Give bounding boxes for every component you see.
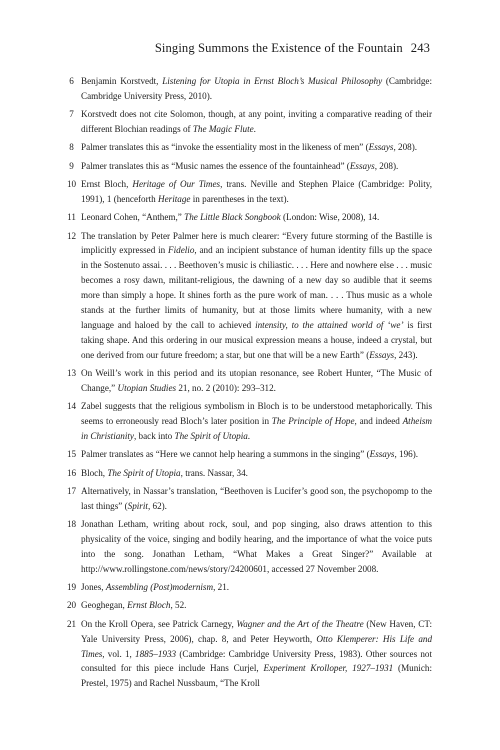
endnote-number: 20 xyxy=(66,600,77,611)
italic-title: Otto Klemperer: His Life and Times xyxy=(81,633,433,659)
endnote-number: 14 xyxy=(66,401,77,412)
endnote xyxy=(62,74,432,104)
text-run: (New Haven, CT: Yale University Press, 2006), chap. 8, and Peter Heyworth, xyxy=(81,618,432,644)
endnote-number: 21 xyxy=(66,618,77,629)
endnote xyxy=(62,484,432,514)
text-run: Palmer translates this as “invoke the essentiality most in the likeness of men” ( xyxy=(81,142,369,153)
endnote-number: 10 xyxy=(66,179,77,189)
text-run: , 196). xyxy=(394,449,419,460)
text-run: Geoghegan, xyxy=(81,600,128,611)
italic-title: Essays xyxy=(369,449,395,460)
text-run: Zabel suggests that the religious symbolism in Bloch is to be understood metaphorically. This seems to erroneously read Bloch’s later position in xyxy=(81,401,432,427)
endnote-text xyxy=(81,580,432,595)
endnote-number: 7 xyxy=(69,109,74,120)
endnote-text xyxy=(81,229,432,363)
text-run: , back into xyxy=(133,431,175,442)
text-run: Bloch, xyxy=(81,467,108,478)
running-head xyxy=(155,41,430,56)
italic-title: Essays xyxy=(368,142,394,153)
endnote xyxy=(62,517,432,577)
text-run: The translation by Peter Palmer here is much clearer: “Every future storming of the Bastille is implicitly expressed in xyxy=(81,230,432,256)
text-run: . xyxy=(253,124,256,135)
endnote xyxy=(62,177,432,207)
endnote-number: 13 xyxy=(66,368,77,379)
endnote-text xyxy=(81,159,432,174)
endnote-number: 11 xyxy=(67,212,76,223)
italic-title: The Spirit of Utopia xyxy=(107,467,181,478)
text-run: Palmer translates this as “Music names the essence of the fountainhead” ( xyxy=(81,160,350,171)
text-run: (London: Wise, 2008), 14. xyxy=(280,212,380,223)
italic-title: The Spirit of Utopia xyxy=(174,431,248,442)
italic-title: Ernst Bloch xyxy=(127,600,171,611)
italic-title: Listening for Utopia in Ernst Bloch’s Musical Philosophy xyxy=(162,76,383,86)
endnote-number: 19 xyxy=(66,582,77,593)
endnote xyxy=(62,229,432,363)
text-run: . xyxy=(247,431,251,442)
text-run: , 208). xyxy=(393,142,418,153)
text-run: Ernst Bloch, xyxy=(81,179,133,189)
endnote-number: 12 xyxy=(66,230,77,241)
endnote-text xyxy=(81,210,432,225)
endnote xyxy=(62,159,432,174)
endnote-text xyxy=(81,517,432,577)
page-number: 243 xyxy=(410,41,430,55)
text-run: , 21. xyxy=(213,582,230,593)
text-run: Alternatively, in Nassar’s translation, “Beethoven is Lucifer’s good son, the psychopomp to the last things” ( xyxy=(81,485,432,511)
italic-title: Fidelio xyxy=(168,245,195,256)
text-run: Leonard Cohen, “Anthem,” xyxy=(81,212,185,223)
endnote-number: 8 xyxy=(69,142,74,153)
text-run: , trans. Nassar, 34. xyxy=(180,467,248,478)
italic-title: Wagner and the Art of the Theatre xyxy=(236,618,364,629)
endnote xyxy=(62,617,432,692)
endnote-text xyxy=(81,107,432,137)
endnote-number: 15 xyxy=(66,449,77,460)
endnotes-list xyxy=(62,74,432,695)
endnote xyxy=(62,366,432,396)
endnote-text xyxy=(81,140,432,155)
running-head-title: Singing Summons the Existence of the Fountain xyxy=(154,41,403,55)
italic-title: Atheism in Christianity xyxy=(81,416,432,442)
italic-title: The Magic Flute xyxy=(192,124,254,135)
endnote xyxy=(62,399,432,444)
text-run: , and indeed xyxy=(354,416,403,427)
endnote-text xyxy=(81,399,432,444)
text-run: (Cambridge: Cambridge University Press, 1983). Other sources not consulted for this piece include Hans Curjel, xyxy=(81,648,433,674)
text-run: , and an incipient substance of human identity fills up the space in the Sostenuto assai. . . . Beethoven’s music is chiliastic. . . . Here and nowhere else . . . music becomes a rosy dawn, militant-religious, the dawning of a new day so audible that it seems more than simply a hope. It shines forth as the pure work of man. . . . Thus music as a whole stands at the further limits of humanity, but at those limits where humanity, with a new language and haloed by the call to achieved xyxy=(81,245,432,330)
text-run: , 208). xyxy=(374,160,399,171)
endnote xyxy=(62,598,432,613)
endnote-number: 17 xyxy=(66,485,77,496)
text-run: Benjamin Korstvedt, xyxy=(81,76,163,86)
text-run: , 62). xyxy=(147,500,167,511)
italic-title: Essays xyxy=(349,160,375,171)
text-run: (Cambridge: Cambridge University Press, 2010). xyxy=(81,76,433,101)
text-run: is first taking shape. And this ordering in our musical expression means a house, indeed a crystal, but one derived from our future freedom; a star, but one that will be a new Earth” ( xyxy=(81,319,432,360)
endnote-text xyxy=(81,177,432,207)
text-run: Jones, xyxy=(81,582,106,593)
endnote-text xyxy=(81,484,432,514)
italic-title: The Little Black Songbook xyxy=(184,212,281,223)
text-run: Palmer translates as “Here we cannot help hearing a summons in the singing” ( xyxy=(81,449,370,460)
text-run: , 243). xyxy=(394,349,418,360)
endnote xyxy=(62,580,432,595)
italic-title: Utopian Studies xyxy=(117,382,177,393)
italic-title: Heritage of Our Times xyxy=(132,179,221,189)
endnote-text xyxy=(81,617,432,692)
italic-title: The Principle of Hope xyxy=(271,416,355,427)
endnote-number: 18 xyxy=(66,519,77,530)
endnote-text xyxy=(81,447,432,462)
italic-title: Essays xyxy=(369,349,395,360)
endnote xyxy=(62,447,432,462)
text-run: Korstvedt does not cite Solomon, though, at any point, inviting a comparative reading of their different Blochian readings of xyxy=(81,109,432,135)
endnote xyxy=(62,466,432,481)
text-run: Jonathan Letham, writing about rock, soul, and pop singing, also draws attention to this physicality of the voice, singing and bodily hearing, and the importance of what the voice puts into the song. Jonathan Letham, “What Makes a Great Singer?” Available at http://www.rollingstone.com/news/story/24200601, accessed 27 November 2008. xyxy=(81,519,432,574)
text-run: On the Kroll Opera, see Patrick Carnegy, xyxy=(81,618,237,629)
endnote-text xyxy=(81,74,432,104)
endnote-text xyxy=(81,366,432,396)
text-run: , 52. xyxy=(170,600,187,611)
text-run: (Munich: Prestel, 1975) and Rachel Nussbaum, “The Kroll xyxy=(81,663,432,689)
text-run: in parentheses in the text). xyxy=(190,193,289,204)
italic-title: Experiment Krolloper, 1927–1931 xyxy=(263,663,394,674)
text-run: On Weill’s work in this period and its utopian resonance, see Robert Hunter, “The Music of Change,” xyxy=(81,368,432,393)
endnote xyxy=(62,140,432,155)
italic-title: Spirit xyxy=(127,500,148,511)
text-run: , vol. 1, xyxy=(102,648,136,659)
italic-title: 1885–1933 xyxy=(135,648,177,659)
text-run: , trans. Neville and Stephen Plaice (Cambridge: Polity, 1991), 1 (henceforth xyxy=(81,179,432,204)
italic-title: intensity, to the attained world of ‘we’ xyxy=(255,319,404,330)
endnote-number: 6 xyxy=(69,76,74,86)
text-run: 21, no. 2 (2010): 293–312. xyxy=(176,382,276,393)
endnote-text xyxy=(81,466,432,481)
endnote-number: 16 xyxy=(66,467,77,478)
endnote xyxy=(62,210,432,225)
endnote-text xyxy=(81,598,432,613)
endnote xyxy=(62,107,432,137)
endnote-number: 9 xyxy=(69,160,74,171)
italic-title: Assembling (Post)modernism xyxy=(105,582,214,593)
italic-title: Heritage xyxy=(158,193,191,204)
